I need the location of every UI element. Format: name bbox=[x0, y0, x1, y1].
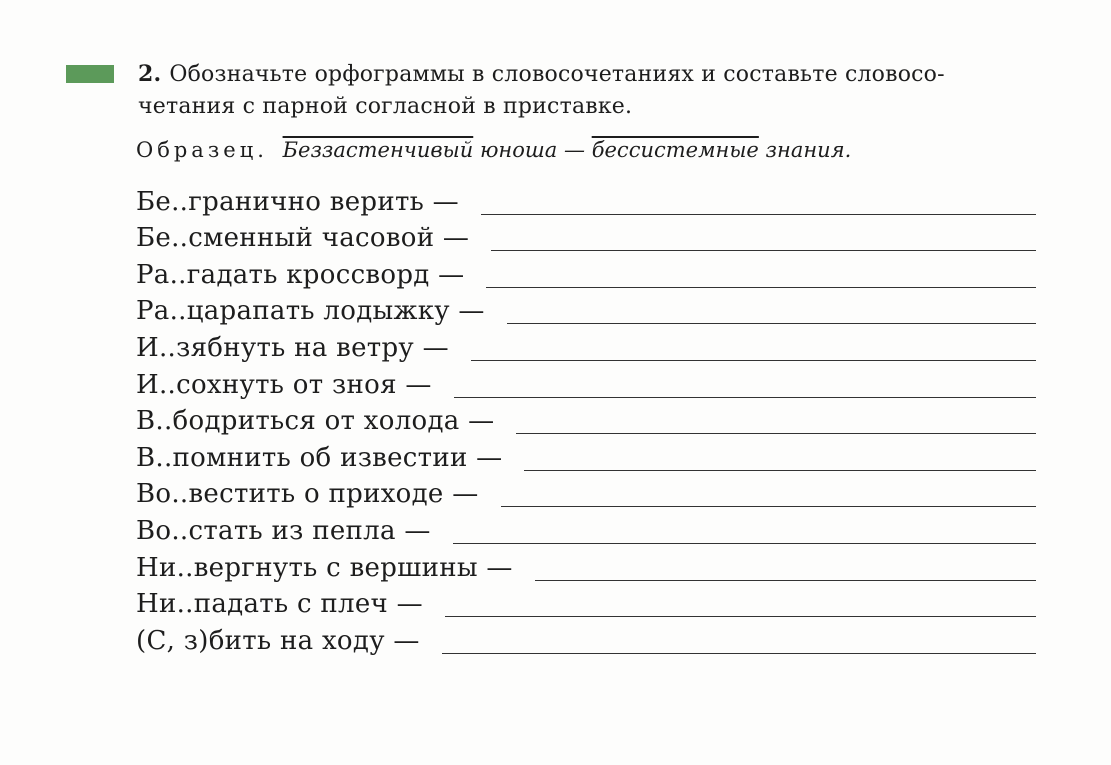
phrase: Ра..царапать лодыжку — bbox=[136, 296, 485, 327]
answer-line[interactable] bbox=[481, 214, 1036, 215]
answer-line[interactable] bbox=[524, 470, 1036, 471]
phrase: Ра..гадать кроссворд — bbox=[136, 259, 465, 290]
exercise-row bbox=[136, 328, 1036, 365]
answer-line[interactable] bbox=[535, 580, 1036, 581]
instruction-line-2: четания с парной согласной в приставке. bbox=[138, 94, 633, 119]
phrase: Ни..вергнуть с вершины — bbox=[136, 552, 513, 583]
sample-word-4: знания. bbox=[765, 138, 852, 162]
answer-line[interactable] bbox=[445, 616, 1036, 617]
sample-word-2: юноша — bbox=[479, 138, 585, 162]
exercise-row bbox=[136, 585, 1036, 622]
phrase: В..помнить об известии — bbox=[136, 442, 503, 473]
exercise-row bbox=[136, 219, 1036, 256]
exercise-row bbox=[136, 475, 1036, 512]
phrase: Ни..падать с плеч — bbox=[136, 589, 423, 620]
phrase: Во..вестить о приходе — bbox=[136, 479, 479, 510]
answer-line[interactable] bbox=[486, 287, 1036, 288]
phrase: В..бодриться от холода — bbox=[136, 406, 495, 437]
exercise-row bbox=[136, 438, 1036, 475]
answer-line[interactable] bbox=[442, 653, 1036, 654]
answer-line[interactable] bbox=[453, 543, 1036, 544]
sample-word-1: Беззастенчивый bbox=[282, 138, 474, 162]
exercise-list bbox=[136, 182, 1036, 658]
answer-line[interactable] bbox=[501, 506, 1037, 507]
task-number: 2. bbox=[138, 61, 162, 87]
answer-line[interactable] bbox=[491, 250, 1036, 251]
exercise-row bbox=[136, 292, 1036, 329]
exercise-row bbox=[136, 255, 1036, 292]
exercise-row bbox=[136, 365, 1036, 402]
phrase: И..зябнуть на ветру — bbox=[136, 332, 449, 363]
phrase: Бе..сменный часовой — bbox=[136, 223, 470, 254]
instruction-line-1 bbox=[138, 58, 1038, 91]
answer-line[interactable] bbox=[516, 433, 1036, 434]
sample-example bbox=[136, 138, 851, 162]
phrase: Бе..гранично верить — bbox=[136, 186, 459, 217]
sample-label: Образец. bbox=[136, 138, 268, 162]
answer-line[interactable] bbox=[471, 360, 1036, 361]
exercise-row bbox=[136, 511, 1036, 548]
phrase: И..сохнуть от зноя — bbox=[136, 369, 432, 400]
sample-word-3: бессистемные bbox=[591, 138, 759, 162]
phrase: Во..стать из пепла — bbox=[136, 515, 431, 546]
answer-line[interactable] bbox=[507, 323, 1036, 324]
phrase: (С, з)бить на ходу — bbox=[136, 625, 420, 656]
exercise-marker bbox=[66, 65, 114, 83]
answer-line[interactable] bbox=[454, 397, 1036, 398]
exercise-row bbox=[136, 402, 1036, 439]
exercise-row bbox=[136, 548, 1036, 585]
exercise-row bbox=[136, 182, 1036, 219]
instruction-text-1: Обозначьте орфограммы в словосочетаниях и составьте словосо- bbox=[169, 62, 945, 87]
task-instruction bbox=[138, 58, 1038, 123]
exercise-row bbox=[136, 621, 1036, 658]
